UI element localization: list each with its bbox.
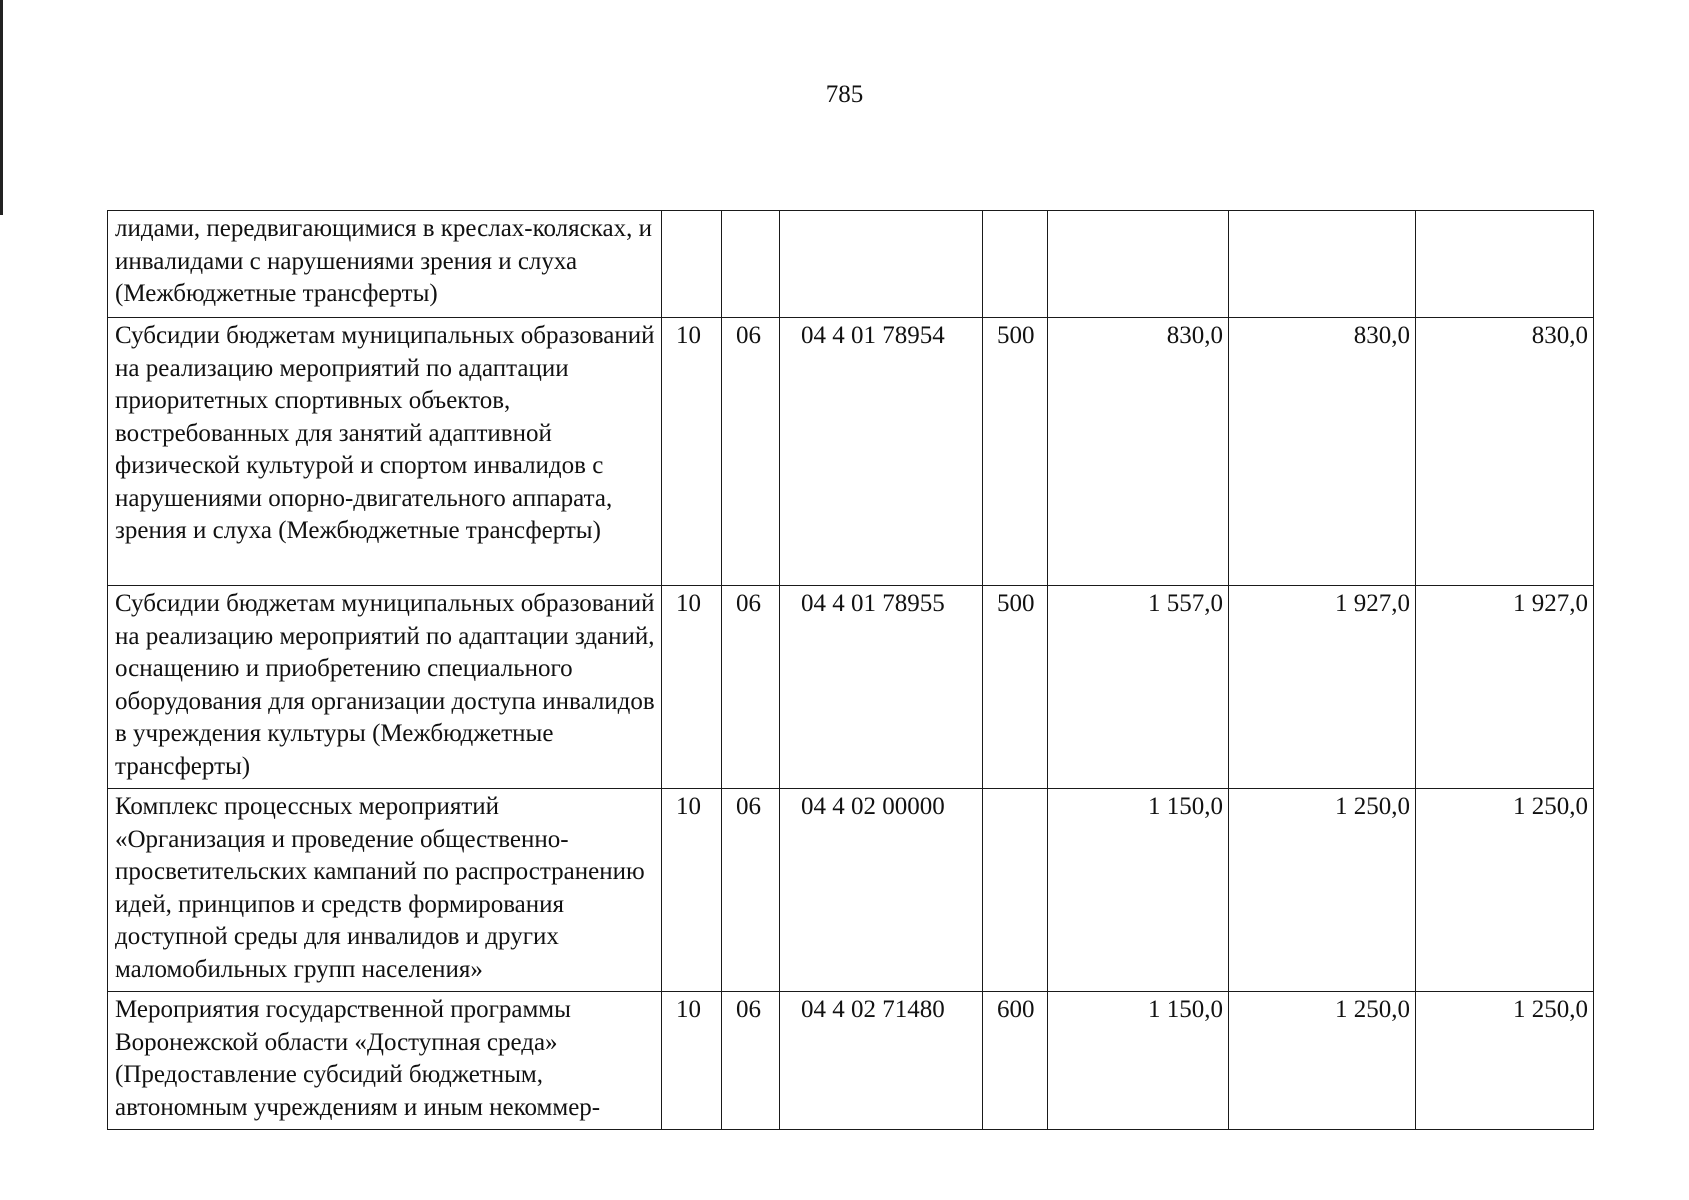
amount-year2-cell <box>1229 211 1416 318</box>
table-row <box>108 586 1594 789</box>
row-name-cell: Субсидии бюджетам муниципальных образований на реализацию мероприятий по адаптации зданий, оснащению и приобретению специального оборудования для организации доступа инвалидов в учреждения культуры (Межбюджетные трансферты) <box>108 586 662 789</box>
section-code-cell: 10 <box>662 789 722 992</box>
target-article-cell: 04 4 01 78955 <box>780 586 983 789</box>
expense-type-cell: 500 <box>983 318 1048 586</box>
amount-year2-cell: 1 927,0 <box>1229 586 1416 789</box>
amount-year1-cell <box>1048 211 1229 318</box>
amount-year1-cell: 1 150,0 <box>1048 992 1229 1130</box>
subsection-code-cell: 06 <box>722 992 780 1130</box>
budget-table <box>107 210 1594 1130</box>
table-row <box>108 318 1594 586</box>
section-code-cell: 10 <box>662 586 722 789</box>
section-code-cell: 10 <box>662 318 722 586</box>
section-code-cell: 10 <box>662 992 722 1130</box>
section-code-cell <box>662 211 722 318</box>
amount-year1-cell: 830,0 <box>1048 318 1229 586</box>
expense-type-cell: 600 <box>983 992 1048 1130</box>
row-name-cell: Мероприятия государственной программы Воронежской области «Доступная среда» (Предоставление субсидий бюджетным, автономным учреждениям и иным некоммер- <box>108 992 662 1130</box>
amount-year3-cell: 1 250,0 <box>1416 789 1594 992</box>
table-row <box>108 992 1594 1130</box>
expense-type-cell: 500 <box>983 586 1048 789</box>
target-article-cell: 04 4 01 78954 <box>780 318 983 586</box>
row-name-cell: Субсидии бюджетам муниципальных образований на реализацию мероприятий по адаптации приоритетных спортивных объектов, востребованных для занятий адаптивной физической культурой и спортом инвалидов с нарушениями опорно-двигательного аппарата, зрения и слуха (Межбюджетные трансферты) <box>108 318 662 586</box>
amount-year3-cell: 1 927,0 <box>1416 586 1594 789</box>
subsection-code-cell: 06 <box>722 789 780 992</box>
target-article-cell <box>780 211 983 318</box>
target-article-cell: 04 4 02 00000 <box>780 789 983 992</box>
row-name-cell: лидами, передвигающимися в креслах-колясках, и инвалидами с нарушениями зрения и слуха (Межбюджетные трансферты) <box>108 211 662 318</box>
row-name-cell: Комплекс процессных мероприятий «Организация и проведение общественно-просветительских кампаний по распространению идей, принципов и средств формирования доступной среды для инвалидов и других маломобильных групп населения» <box>108 789 662 992</box>
subsection-code-cell: 06 <box>722 586 780 789</box>
amount-year3-cell: 830,0 <box>1416 318 1594 586</box>
amount-year1-cell: 1 557,0 <box>1048 586 1229 789</box>
subsection-code-cell <box>722 211 780 318</box>
amount-year2-cell: 830,0 <box>1229 318 1416 586</box>
table-row <box>108 789 1594 992</box>
page-number: 785 <box>825 81 864 108</box>
amount-year1-cell: 1 150,0 <box>1048 789 1229 992</box>
subsection-code-cell: 06 <box>722 318 780 586</box>
amount-year3-cell <box>1416 211 1594 318</box>
expense-type-cell <box>983 211 1048 318</box>
target-article-cell: 04 4 02 71480 <box>780 992 983 1130</box>
table-row <box>108 211 1594 318</box>
expense-type-cell <box>983 789 1048 992</box>
amount-year2-cell: 1 250,0 <box>1229 789 1416 992</box>
amount-year2-cell: 1 250,0 <box>1229 992 1416 1130</box>
amount-year3-cell: 1 250,0 <box>1416 992 1594 1130</box>
